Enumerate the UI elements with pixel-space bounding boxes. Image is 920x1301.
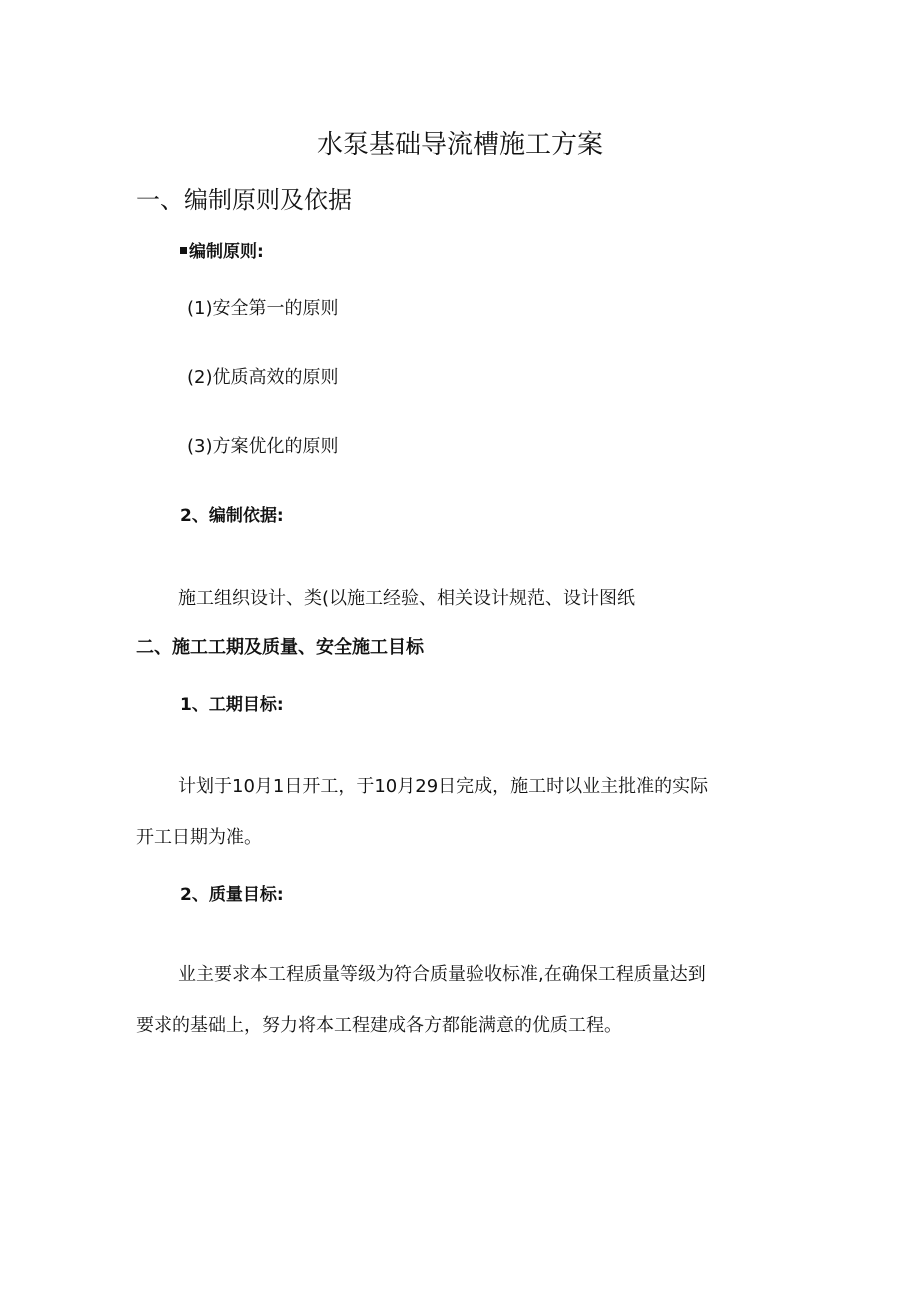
basis-label: 2、编制依据: [180, 506, 284, 526]
principles-label-row [180, 244, 264, 261]
section-2-heading: 二、施工工期及质量、安全施工目标 [136, 637, 424, 658]
principle-item-3: (3)方案优化的原则 [187, 436, 339, 457]
principles-label: 编制原则: [189, 242, 264, 262]
quality-text-line-2: 要求的基础上，努力将本工程建成各方都能满意的优质工程。 [136, 1015, 622, 1036]
quality-text-line-1: 业主要求本工程质量等级为符合质量验收标准,在确保工程质量达到 [178, 964, 706, 985]
schedule-label: 1、工期目标: [180, 695, 284, 715]
basis-text: 施工组织设计、类(以施工经验、相关设计规范、设计图纸 [178, 588, 636, 609]
schedule-text-line-2: 开工日期为准。 [136, 827, 262, 848]
quality-label: 2、质量目标: [180, 885, 284, 905]
square-bullet-icon [180, 247, 187, 254]
principle-item-2: (2)优质高效的原则 [187, 367, 339, 388]
principle-item-1: (1)安全第一的原则 [187, 298, 339, 319]
section-1-heading: 一、编制原则及依据 [136, 186, 352, 214]
schedule-text-line-1: 计划于10月1日开工，于10月29日完成，施工时以业主批准的实际 [178, 776, 709, 797]
document-title: 水泵基础导流槽施工方案 [316, 130, 603, 160]
